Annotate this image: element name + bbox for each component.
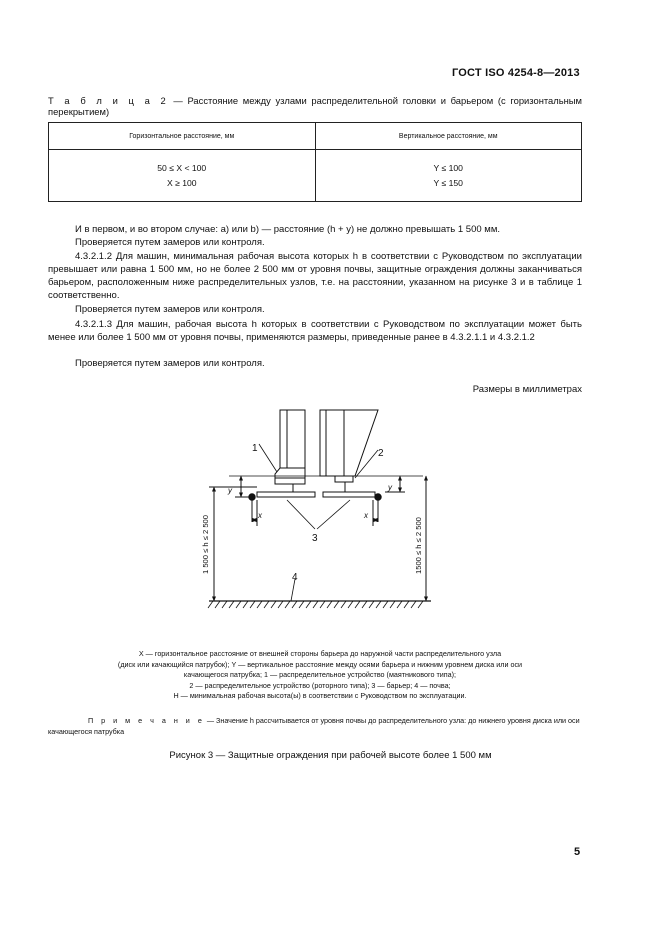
x-dimension-right: x bbox=[364, 511, 368, 520]
ground-hatch-line bbox=[313, 601, 318, 608]
callout-4-label: 4 bbox=[292, 572, 298, 583]
note-label: П р и м е ч а н и е bbox=[88, 716, 205, 725]
height-dimension-right: 1500 ≤ h ≤ 2 500 bbox=[414, 517, 423, 574]
ground-hatch-line bbox=[411, 601, 416, 608]
table-header-horizontal: Горизонтальное расстояние, мм bbox=[49, 123, 316, 150]
ground-hatch-line bbox=[229, 601, 234, 608]
legend-line: (диск или качающийся патрубок); Y — вертикальное расстояние между осями барьера и нижним уровнем диска или оси bbox=[117, 659, 523, 669]
ground-hatch-line bbox=[257, 601, 262, 608]
height-dimension-left: 1 500 ≤ h ≤ 2 500 bbox=[201, 514, 210, 574]
paragraph: Проверяется путем замеров или контроля. bbox=[75, 304, 265, 315]
table-caption bbox=[48, 95, 582, 117]
ground-hatch-line bbox=[383, 601, 388, 608]
pendulum-spreader-drawing bbox=[257, 410, 315, 497]
ground-hatch-line bbox=[390, 601, 395, 608]
page-number: 5 bbox=[574, 846, 581, 858]
note-text: — Значение h рассчитывается от уровня почвы до распределительного узла: до нижнего уровня диска или оси качающегося патрубка bbox=[48, 716, 580, 736]
rotor-spreader-drawing bbox=[320, 410, 378, 497]
ground-hatch-line bbox=[320, 601, 325, 608]
ground-hatch-line bbox=[250, 601, 255, 608]
ground-line bbox=[208, 601, 431, 608]
figure-note bbox=[48, 715, 582, 737]
paragraph: Проверяется путем замеров или контроля. bbox=[75, 358, 265, 369]
ground-hatch-line bbox=[341, 601, 346, 608]
ground-hatch-line bbox=[362, 601, 367, 608]
figure-3-diagram bbox=[195, 404, 445, 612]
ground-hatch-line bbox=[327, 601, 332, 608]
figure-legend bbox=[48, 649, 592, 702]
dimensions-note: Размеры в миллиметрах bbox=[472, 384, 582, 395]
paragraph: Проверяется путем замеров или контроля. bbox=[75, 237, 265, 248]
ground-hatch-line bbox=[299, 601, 304, 608]
ground-hatch-line bbox=[348, 601, 353, 608]
table-cell-vertical bbox=[315, 150, 582, 202]
y-dimension-right: y bbox=[388, 483, 392, 492]
ground-hatch-line bbox=[292, 601, 297, 608]
table-cell-horizontal bbox=[49, 150, 316, 202]
table-caption-label: Т а б л и ц а 2 bbox=[48, 95, 169, 106]
table-caption-text: — Расстояние между узлами распределительной головки и барьером (с горизонтальным перекрытием) bbox=[48, 95, 582, 117]
ground-hatch-line bbox=[264, 601, 269, 608]
ground-hatch-line bbox=[243, 601, 248, 608]
ground-hatch-line bbox=[369, 601, 374, 608]
paragraph-4-3-2-1-2: 4.3.2.1.2 Для машин, минимальная рабочая высота которых h в соответствии с Руководством по эксплуатации превышает или равна 1 500 мм, но не более 2 500 мм от уровня почвы, защитные ограждения должны заканчиваться барьером, расположенным ниже распределительных узлов, т.е. на расстоянии, указанном на рисунке 3 и в таблице 1 соответственно. bbox=[48, 251, 582, 301]
table-cell-value: Y ≤ 150 bbox=[433, 177, 463, 188]
table-header-vertical: Вертикальное расстояние, мм bbox=[315, 123, 582, 150]
paragraph-4-3-2-1-3: 4.3.2.1.3 Для машин, рабочая высота h которых в соответствии с Руководством по эксплуатации может быть менее или более 1 500 мм от уровня почвы, применяются размеры, приведенные ранее в 4.3.2.1.1 и 4.3.2.1.2 bbox=[48, 319, 582, 343]
legend-line: качающегося патрубка; 1 — распределительное устройство (маятникового типа); bbox=[183, 670, 457, 680]
figure-caption: Рисунок 3 — Защитные ограждения при рабочей высоте более 1 500 мм bbox=[169, 750, 492, 761]
table-row bbox=[49, 150, 582, 202]
ground-hatch-line bbox=[278, 601, 283, 608]
ground-hatch-line bbox=[236, 601, 241, 608]
ground-hatch-line bbox=[215, 601, 220, 608]
distance-table bbox=[48, 122, 582, 202]
paragraph: И в первом, и во втором случае: a) или b) — расстояние (h + y) не должно превышать 1 500 мм. bbox=[75, 224, 500, 235]
y-dimension-left: y bbox=[228, 486, 232, 495]
ground-hatch-line bbox=[404, 601, 409, 608]
ground-hatch-line bbox=[355, 601, 360, 608]
table-header-row bbox=[49, 123, 582, 150]
legend-line: 2 — распределительное устройство (роторного типа); 3 — барьер; 4 — почва; bbox=[189, 680, 451, 690]
ground-hatch-line bbox=[334, 601, 339, 608]
x-dimension-left: x bbox=[258, 511, 262, 520]
callout-2-label: 2 bbox=[378, 448, 384, 459]
callout-1-label: 1 bbox=[252, 443, 258, 454]
ground-hatch-line bbox=[306, 601, 311, 608]
ground-hatch-line bbox=[376, 601, 381, 608]
table-cell-value: X ≥ 100 bbox=[166, 177, 197, 188]
ground-hatch-line bbox=[208, 601, 213, 608]
barrier-right bbox=[375, 494, 381, 500]
table-cell-value: Y ≤ 100 bbox=[433, 162, 463, 173]
table-cell-value: 50 ≤ X < 100 bbox=[157, 162, 207, 173]
ground-hatch-line bbox=[222, 601, 227, 608]
legend-line: X — горизонтальное расстояние от внешней стороны барьера до наружной части распределительного узла bbox=[138, 649, 502, 658]
standard-designation: ГОСТ ISO 4254-8—2013 bbox=[452, 67, 580, 79]
ground-hatch-line bbox=[271, 601, 276, 608]
ground-hatch-line bbox=[285, 601, 290, 608]
callout-3-label: 3 bbox=[312, 533, 318, 544]
ground-hatch-line bbox=[397, 601, 402, 608]
ground-hatch-line bbox=[418, 601, 423, 608]
legend-line: H — минимальная рабочая высота(ы) в соответствии с Руководством по эксплуатации. bbox=[173, 691, 467, 701]
